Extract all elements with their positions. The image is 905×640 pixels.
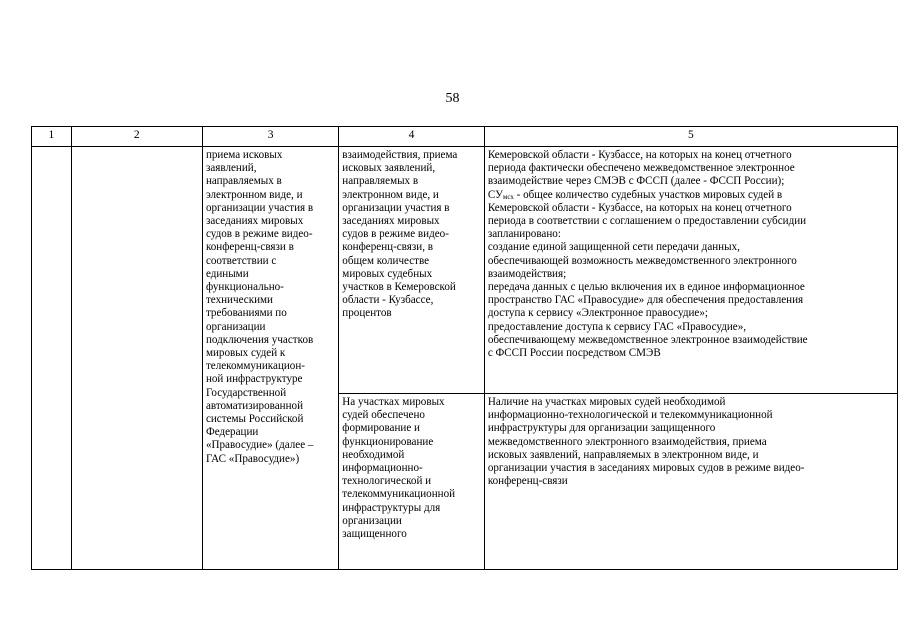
cell-row2-col-4 [339, 394, 485, 570]
col4-line: участков в Кемеровской [342, 281, 456, 294]
col4-line: защищенного [342, 528, 407, 541]
col5-line: запланировано: [487, 228, 561, 241]
col3-line: едиными [205, 267, 249, 280]
col4-line: технологической и [342, 475, 432, 488]
header-row [32, 127, 898, 147]
cell-col-3 [202, 147, 338, 570]
col5-line: взаимодействия; [487, 267, 567, 280]
col3-line: электронном виде, и [205, 188, 303, 201]
col4-line: электронном виде, и [342, 188, 439, 201]
table-row [32, 147, 898, 394]
cell-row2-col-5 [484, 394, 897, 570]
col4-line: взаимодействия, приема [342, 149, 458, 161]
col3-line: ГАС «Правосудие») [205, 452, 300, 465]
col5-line: взаимодействие через СМЭВ с ФССП (далее - ФССП России); [487, 175, 785, 188]
formula-subscript: мсх [502, 192, 514, 201]
col5-line: организации участия в заседаниях мировых судов в режиме видео- [487, 462, 805, 475]
col3-line: приема исковых [205, 149, 283, 161]
header-col-1: 1 [32, 127, 72, 147]
col3-line: направляемых в [205, 175, 282, 188]
cell-col-1 [32, 147, 72, 570]
page-number: 58 [445, 91, 460, 106]
col3-line: судов в режиме видео- [205, 228, 313, 241]
col5-line: информационно-технологической и телекоммуникационной [487, 409, 773, 422]
col5-line: конференц-связи [487, 475, 568, 488]
col5-line: обеспечивающей возможность межведомственного электронного [487, 254, 797, 267]
col5-line-formula [488, 189, 894, 202]
col3-line: требованиями по [205, 307, 287, 320]
header-col-3: 3 [202, 127, 338, 147]
col3-line: заявлений, [205, 162, 257, 175]
col5-line: передача данных с целью включения их в единое информационное [487, 281, 805, 294]
cell-col-2 [71, 147, 202, 570]
col5-line: межведомственного электронного взаимодействия, приема [487, 435, 767, 448]
col4-line: организации [342, 514, 402, 527]
col3-line: ной инфраструктуре [205, 373, 303, 386]
col5-line: периода в соответствии с соглашением о предоставлении субсидии [487, 215, 807, 228]
col5-line: Кемеровской области - Кузбассе, на которых на конец отчетного [487, 149, 792, 161]
col5-line: создание единой защищенной сети передачи данных, [487, 241, 740, 254]
col4-line: судов в режиме видео- [342, 228, 449, 241]
col4-line: судей обеспечено [342, 409, 425, 422]
cell-row1-col-4 [339, 147, 485, 394]
header-col-5: 5 [484, 127, 897, 147]
col3-line: Государственной [205, 386, 287, 399]
col4-line: организации участия в [342, 201, 450, 214]
col5-line: доступа к сервису «Электронное правосудие»; [487, 307, 708, 320]
col5-line: с ФССП России посредством СМЭВ [487, 347, 661, 360]
cell-row1-col-5 [484, 147, 897, 394]
col3-line: заседаниях мировых [205, 215, 304, 228]
col3-line: организации участия в [205, 201, 314, 214]
col3-line: функционально- [205, 281, 284, 294]
col4-line: функционирование [342, 435, 434, 448]
col4-line: общем количестве [342, 254, 430, 267]
col5-line: Наличие на участках мировых судей необходимой [487, 396, 726, 408]
col4-line: исковых заявлений, [342, 162, 436, 175]
col3-line: мировых судей к [205, 347, 286, 360]
col5-line: обеспечивающему межведомственное электронное взаимодействие [487, 333, 808, 346]
col3-line: техническими [205, 294, 273, 307]
col3-line: Федерации [205, 426, 259, 439]
col4-line: телекоммуникационной [342, 488, 456, 501]
col3-line: организации [205, 320, 266, 333]
col4-line: информационно- [342, 462, 423, 475]
col5-line: пространство ГАС «Правосудие» для обеспечения предоставления [487, 294, 804, 307]
formula-description: - общее количество судебных участков мировых судей в [513, 188, 783, 201]
col4-line: направляемых в [342, 175, 419, 188]
col4-line: необходимой [342, 448, 405, 461]
col4-line: мировых судебных [342, 267, 433, 280]
col5-line: Кемеровской области - Кузбассе, на которых на конец отчетного [487, 201, 792, 214]
col4-line: процентов [342, 307, 392, 320]
col3-line: подключения участков [205, 333, 314, 346]
col5-line: предоставление доступа к сервису ГАС «Правосудие», [487, 320, 747, 333]
col4-line: На участках мировых [342, 396, 445, 408]
indicators-table [31, 126, 898, 570]
col3-line: автоматизированной [205, 399, 304, 412]
col5-line: исковых заявлений, направляемых в электронном виде, и [487, 448, 759, 461]
col5-line: периода фактически обеспечено межведомственное электронное [487, 162, 795, 175]
col3-line: «Правосудие» (далее – [205, 439, 314, 452]
col3-line: конференц-связи в [205, 241, 294, 254]
formula-symbol: СУ [487, 188, 503, 201]
col5-line: инфраструктуры для организации защищенного [487, 422, 716, 435]
col4-line: формирование и [342, 422, 420, 435]
col4-line: заседаниях мировых [342, 215, 440, 228]
header-col-4: 4 [339, 127, 485, 147]
col3-line: системы Российской [205, 413, 304, 426]
col3-line: телекоммуникацион- [205, 360, 305, 373]
header-col-2: 2 [71, 127, 202, 147]
col3-line: соответствии с [205, 254, 277, 267]
col4-line: области - Кузбассе, [342, 294, 434, 307]
col4-line: конференц-связи, в [342, 241, 433, 254]
col4-line: инфраструктуры для [342, 501, 441, 514]
